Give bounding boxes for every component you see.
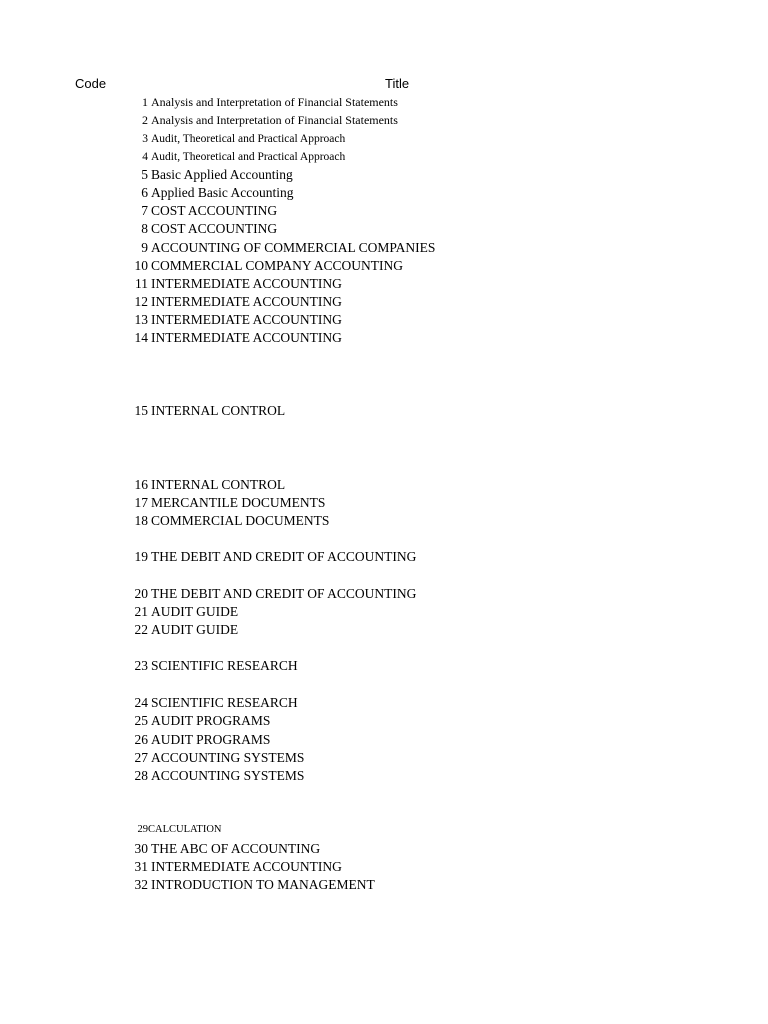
column-header-title: Title: [385, 76, 410, 91]
row-title: Analysis and Interpretation of Financial Statements: [151, 113, 398, 127]
row-title: Basic Applied Accounting: [151, 167, 293, 182]
row-title: THE ABC OF ACCOUNTING: [151, 841, 321, 856]
row-code: 2: [142, 113, 148, 127]
row-title: ACCOUNTING OF COMMERCIAL COMPANIES: [151, 240, 436, 255]
row-code: 10: [134, 258, 148, 273]
row-code: 16: [134, 477, 148, 492]
row-code: 22: [134, 622, 148, 637]
row-code: 30: [134, 841, 148, 856]
row-code: 5: [141, 167, 148, 182]
row-code: 31: [134, 859, 148, 874]
row-code: 1: [142, 95, 148, 109]
row-title: AUDIT PROGRAMS: [151, 713, 271, 728]
row-code: 27: [134, 750, 148, 765]
row-code: 28: [134, 768, 148, 783]
row-title: COMMERCIAL COMPANY ACCOUNTING: [151, 258, 404, 273]
row-code: 6: [141, 185, 148, 200]
row-code: 7: [141, 203, 148, 218]
row-code: 24: [134, 695, 148, 710]
row-code: 25: [134, 713, 148, 728]
row-title: Audit, Theoretical and Practical Approach: [151, 151, 346, 163]
row-code: 14: [134, 330, 148, 345]
row-code: 8: [141, 221, 148, 236]
row-code: 13: [134, 312, 148, 327]
row-title: Analysis and Interpretation of Financial Statements: [151, 95, 398, 109]
column-header-code: Code: [75, 76, 107, 91]
row-code: 26: [134, 732, 148, 747]
row-title: AUDIT GUIDE: [151, 604, 239, 619]
row-code: 3: [142, 133, 148, 145]
row-title: Audit, Theoretical and Practical Approach: [151, 133, 346, 145]
row-title: THE DEBIT AND CREDIT OF ACCOUNTING: [151, 586, 417, 601]
row-code: 23: [134, 658, 148, 673]
row-title: INTRODUCTION TO MANAGEMENT: [151, 877, 375, 892]
row-title: COST ACCOUNTING: [151, 221, 278, 236]
row-title: INTERMEDIATE ACCOUNTING: [151, 859, 342, 874]
row-title: AUDIT GUIDE: [151, 622, 239, 637]
row-title: INTERNAL CONTROL: [151, 403, 286, 418]
row-title: CALCULATION: [148, 824, 222, 835]
row-code: 4: [142, 151, 148, 163]
row-code: 32: [134, 877, 148, 892]
row-title: INTERMEDIATE ACCOUNTING: [151, 294, 342, 309]
row-code: 9: [141, 240, 148, 255]
row-title: MERCANTILE DOCUMENTS: [151, 495, 326, 510]
row-title: Applied Basic Accounting: [151, 185, 294, 200]
row-title: SCIENTIFIC RESEARCH: [151, 695, 298, 710]
row-code: 19: [134, 549, 148, 564]
row-code: 20: [134, 586, 148, 601]
row-code: 21: [134, 604, 148, 619]
row-code: 18: [134, 513, 148, 528]
row-title: ACCOUNTING SYSTEMS: [151, 768, 305, 783]
row-title: ACCOUNTING SYSTEMS: [151, 750, 305, 765]
row-title: INTERMEDIATE ACCOUNTING: [151, 330, 342, 345]
row-code: 11: [135, 276, 148, 291]
row-title: COST ACCOUNTING: [151, 203, 278, 218]
row-code: 12: [134, 294, 148, 309]
row-code: 15: [134, 403, 148, 418]
row-title: INTERMEDIATE ACCOUNTING: [151, 312, 342, 327]
row-title: INTERNAL CONTROL: [151, 477, 286, 492]
row-title: SCIENTIFIC RESEARCH: [151, 658, 298, 673]
row-code: 29: [137, 824, 148, 835]
row-title: INTERMEDIATE ACCOUNTING: [151, 276, 342, 291]
row-title: AUDIT PROGRAMS: [151, 732, 271, 747]
row-title: THE DEBIT AND CREDIT OF ACCOUNTING: [151, 549, 417, 564]
row-code: 17: [134, 495, 148, 510]
row-title: COMMERCIAL DOCUMENTS: [151, 513, 330, 528]
